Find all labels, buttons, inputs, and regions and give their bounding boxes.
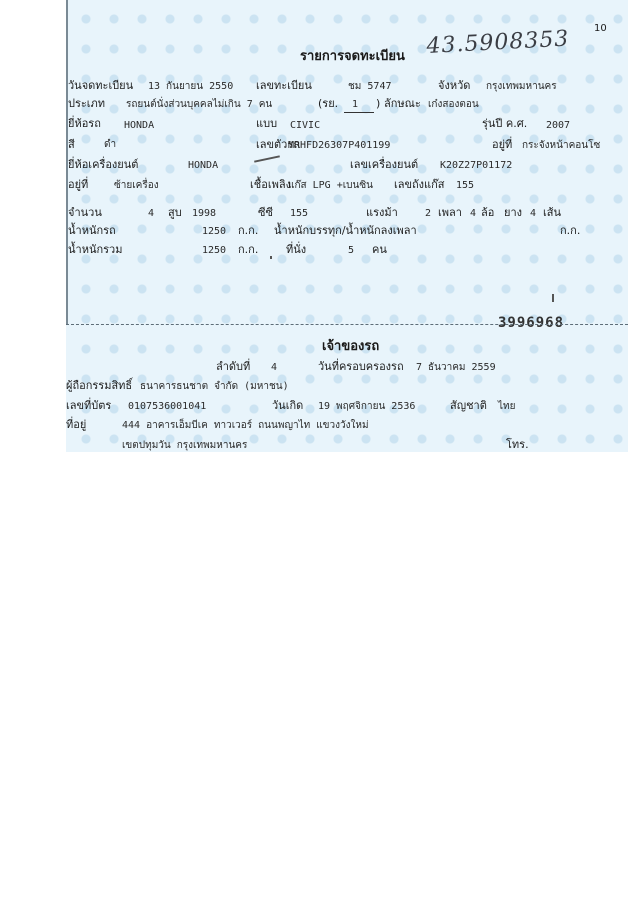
- wheel-label: ล้อ: [481, 206, 495, 219]
- year-value: 2007: [546, 120, 571, 131]
- brand-value: HONDA: [124, 120, 155, 131]
- engine-brand-label: ยี่ห้อเครื่องยนต์: [68, 158, 139, 171]
- hp-label: แรงม้า: [366, 206, 398, 219]
- color-label: สี: [68, 138, 75, 151]
- nationality-value: ไทย: [498, 401, 516, 412]
- reg-no-label: เลขทะเบียน: [256, 79, 312, 92]
- code-close: ): [376, 97, 381, 110]
- owner-title: เจ้าของรถ: [322, 339, 380, 354]
- chassis-value: MRHFD26307P401199: [288, 140, 391, 151]
- chassis-loc-label: อยู่ที่: [492, 138, 513, 151]
- code-value: 1: [352, 99, 359, 110]
- gas-tank-value: 155: [456, 180, 475, 191]
- model-value: CIVIC: [290, 120, 321, 131]
- engine-no-label: เลขเครื่องยนต์: [350, 158, 419, 171]
- gross-unit: ก.ก.: [238, 243, 259, 256]
- chassis-label: เลขตัวรถ: [256, 138, 300, 151]
- engine-loc-value: ซ้ายเครื่อง: [114, 180, 159, 191]
- wheel-value: 4: [470, 208, 477, 219]
- axle-label: เพลา: [438, 206, 462, 219]
- address-label: ที่อยู่: [66, 418, 87, 431]
- seats-unit: คน: [372, 243, 387, 256]
- brand-label: ยี่ห้อรถ: [68, 117, 101, 130]
- count-value: 4: [148, 208, 155, 219]
- id-label: เลขที่บัตร: [66, 399, 112, 412]
- gross-value: 1250: [202, 245, 227, 256]
- holder-label: ผู้ถือกรรมสิทธิ์: [66, 379, 133, 392]
- engine-brand-value: HONDA: [188, 160, 219, 171]
- province-label: จังหวัด: [438, 79, 471, 92]
- year-label: รุ่นปี ค.ศ.: [482, 117, 528, 130]
- reg-date-label: วันจดทะเบียน: [68, 79, 134, 92]
- type-value: รถยนต์นั่งส่วนบุคคลไม่เกิน 7 คน: [126, 99, 273, 110]
- nationality-label: สัญชาติ: [450, 399, 487, 412]
- possession-date-value: 7 ธันวาคม 2559: [416, 362, 496, 373]
- phone-label: โทร.: [506, 438, 529, 451]
- type-label: ประเภท: [68, 97, 106, 110]
- cyl-value: 1998: [192, 208, 217, 219]
- seats-label: ที่นั่ง: [286, 243, 307, 256]
- owner-section: [66, 325, 628, 452]
- page-number: 10: [594, 23, 607, 34]
- birth-label: วันเกิด: [272, 399, 304, 412]
- id-value: 0107536001041: [128, 401, 207, 412]
- address-line2: เขตปทุมวัน กรุงเทพมหานคร: [122, 440, 248, 451]
- load-unit: ก.ก.: [560, 224, 581, 237]
- address-line1: 444 อาคารเอ็มบีเค ทาวเวอร์ ถนนพญาไท แขวงวังใหม่: [122, 420, 369, 431]
- registration-title: รายการจดทะเบียน: [300, 49, 405, 64]
- document-serial-number: 3996968: [498, 315, 565, 331]
- weight-value: 1250: [202, 226, 227, 237]
- weight-unit: ก.ก.: [238, 224, 259, 237]
- weight-label: น้ำหนักรถ: [68, 224, 116, 237]
- tire-value: 4: [530, 208, 537, 219]
- cc-label: ซีซี: [258, 206, 273, 219]
- load-label: น้ำหนักบรรทุก/น้ำหนักลงเพลา: [274, 224, 417, 237]
- gross-label: น้ำหนักรวม: [68, 243, 123, 256]
- seats-value: 5: [348, 245, 355, 256]
- cyl-label: สูบ: [168, 206, 182, 219]
- order-value: 4: [271, 362, 278, 373]
- possession-date-label: วันที่ครอบครองรถ: [318, 360, 404, 373]
- style-label: ลักษณะ: [384, 97, 421, 110]
- color-value: ดำ: [104, 139, 117, 150]
- fuel-label: เชื้อเพลิง: [250, 178, 291, 191]
- reg-no-value: ชม 5747: [348, 81, 392, 92]
- gas-tank-label: เลขถังแก๊ส: [394, 178, 445, 191]
- code-label: (รย.: [318, 97, 339, 110]
- count-label: จำนวน: [68, 206, 102, 219]
- registration-document: [66, 0, 628, 452]
- model-label: แบบ: [256, 117, 278, 130]
- registration-section: [66, 0, 630, 331]
- tire-unit: เส้น: [543, 206, 561, 219]
- chassis-loc-value: กระจังหน้าคอนโซ: [522, 140, 601, 151]
- fuel-value: แก๊ส LPG +เบนซิน: [288, 180, 373, 191]
- holder-value: ธนาคารธนชาต จำกัด (มหาชน): [140, 381, 289, 392]
- birth-value: 19 พฤศจิกายน 2536: [318, 401, 416, 412]
- cc-value: 155: [290, 208, 309, 219]
- engine-loc-label: อยู่ที่: [68, 178, 89, 191]
- style-value: เก๋งสองตอน: [428, 99, 479, 110]
- province-value: กรุงเทพมหานคร: [486, 81, 557, 92]
- handwritten-note: 43.5908353: [425, 26, 570, 59]
- engine-no-value: K20Z27P01172: [440, 160, 513, 171]
- axle-value: 2: [425, 208, 432, 219]
- tire-label: ยาง: [504, 206, 522, 219]
- reg-date-value: 13 กันยายน 2550: [148, 81, 234, 92]
- order-label: ลำดับที่: [216, 360, 251, 373]
